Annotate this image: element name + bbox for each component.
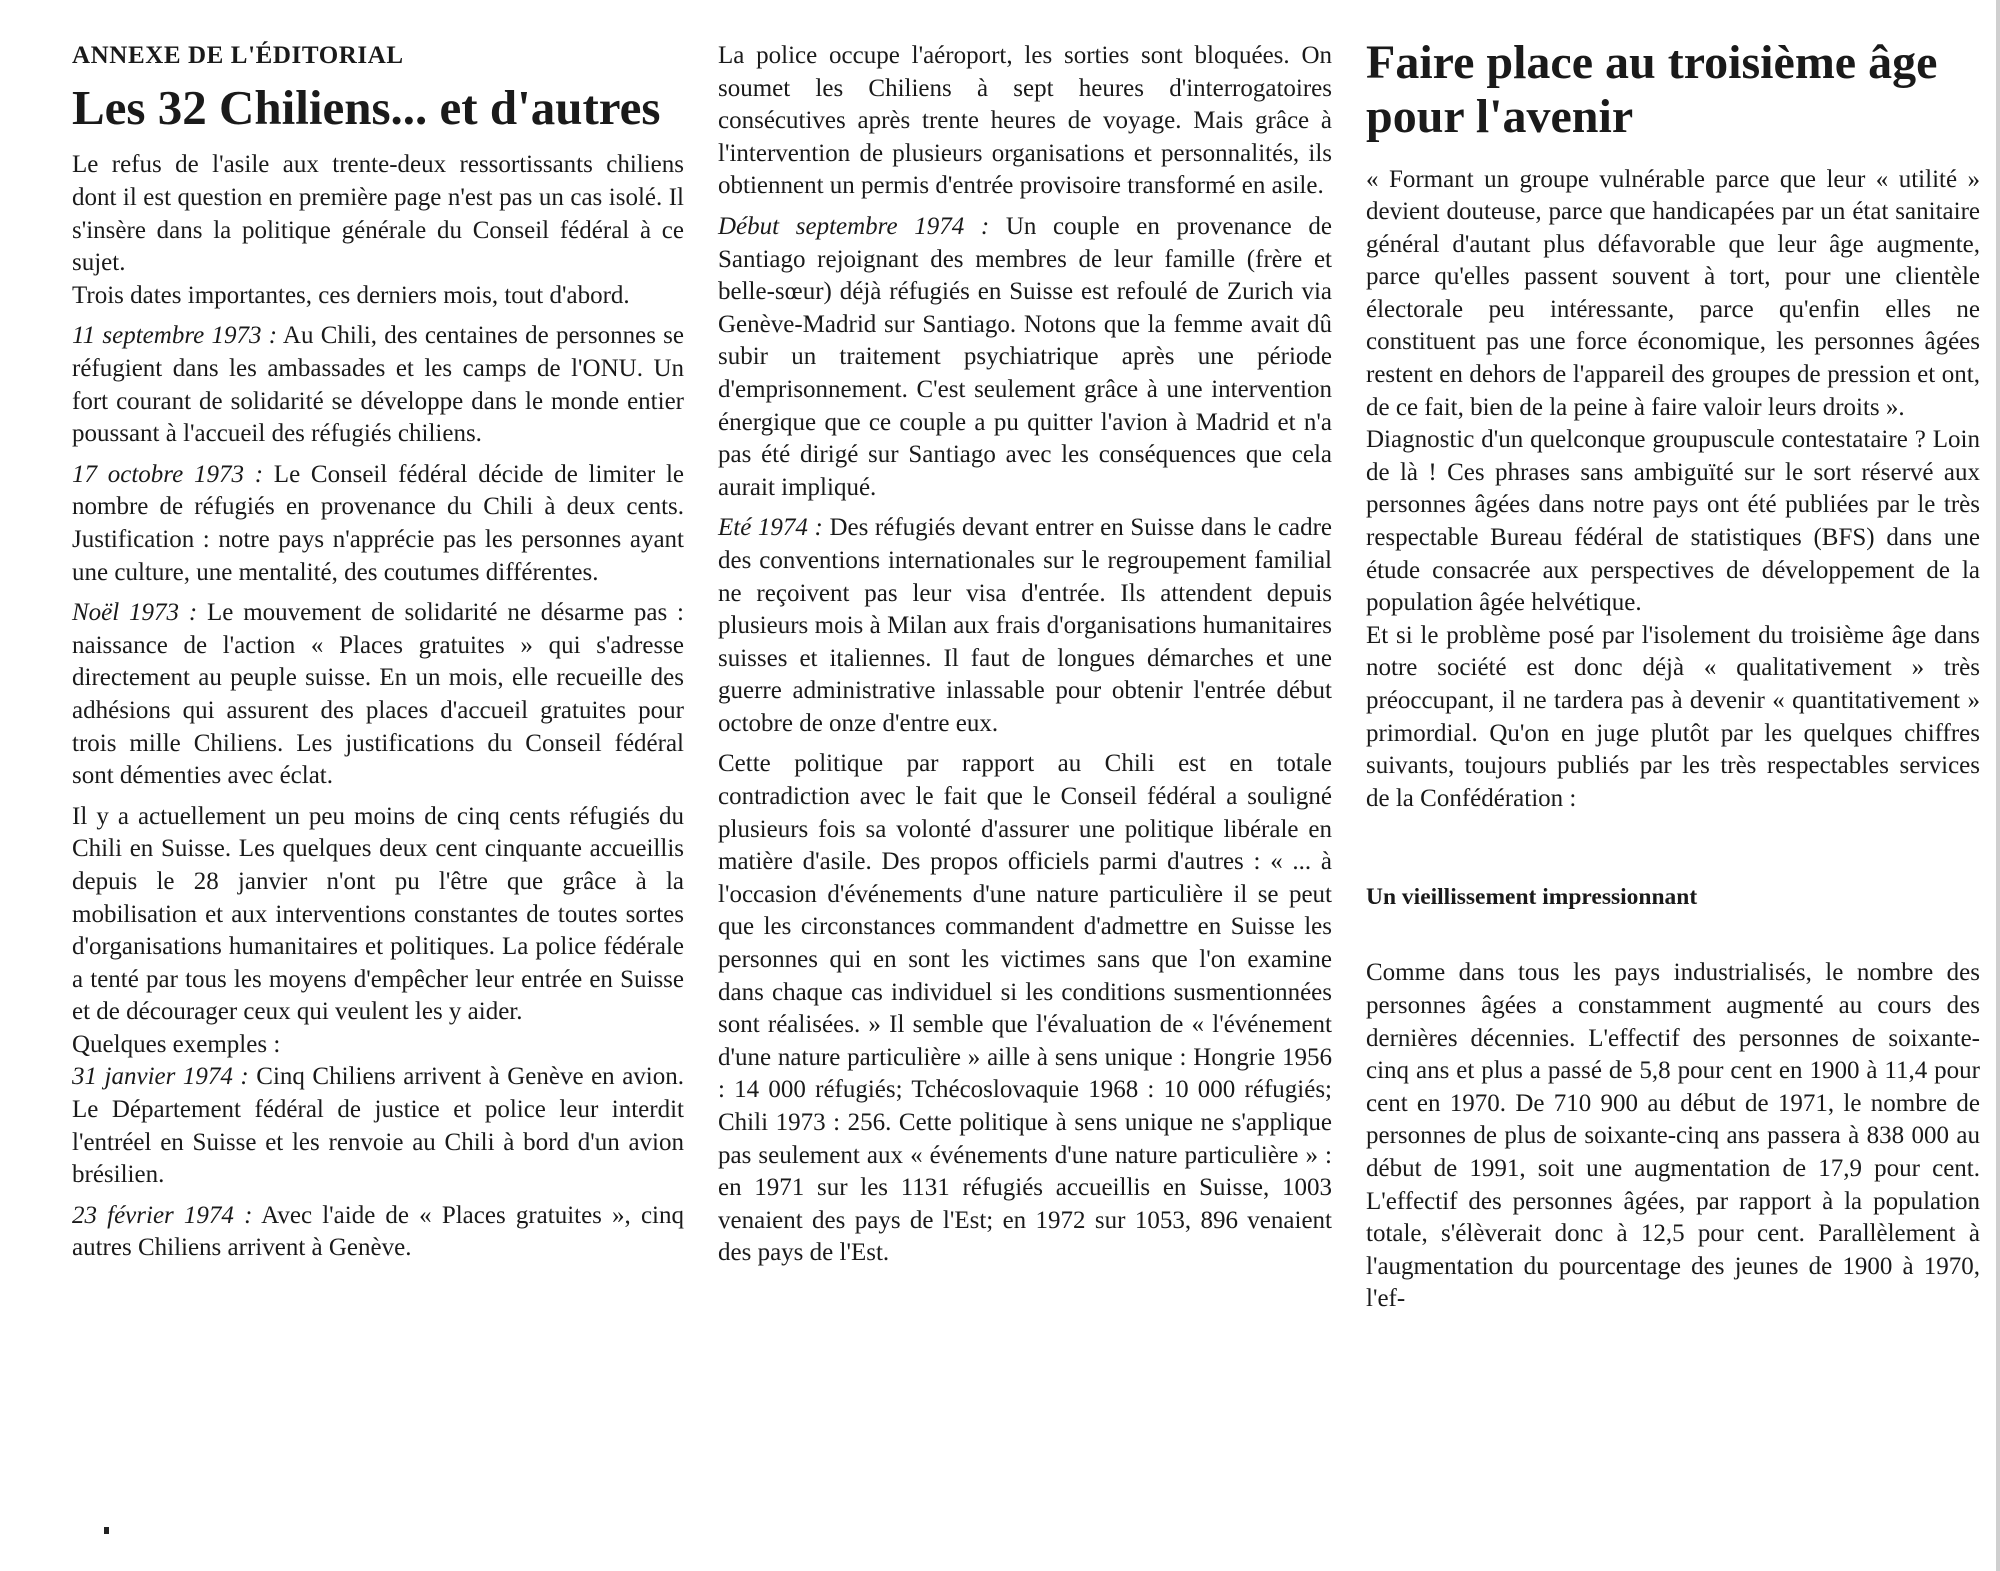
paragraph: Quelques exemples : bbox=[72, 1030, 281, 1058]
paragraph-text: Un couple en provenance de Santiago rejoignant des membres de leur famille (frère et belle-sœur) déjà réfugiés en Suisse est refoulé de Zurich via Genève-Madrid sur Santiago. Notons que la femme avait dû subir un traitement psychiatrique après une période d'emprisonnement. C'est seulement grâce à une intervention énergique que ce couple a pu quitter l'avion à Madrid et n'a pas été dirigé sur Santiago avec les conséquences que cela aurait impliqué. bbox=[718, 212, 1332, 501]
paragraph: Le refus de l'asile aux trente-deux ressortissants chiliens dont il est question en première page n'est pas un cas isolé. Il s'insère dans la politique générale du Conseil fédéral à ce sujet. bbox=[72, 151, 684, 277]
paragraph: Et si le problème posé par l'isolement du troisième âge dans notre société est donc déjà « qualitativement » très préoccupant, il ne tardera pas à devenir « quantitativement » primordial. Qu'on en juge plutôt par les quelques chiffres suivants, toujours publiés par les très respectables services de la Confédération : bbox=[1366, 621, 1980, 812]
paragraph-text: Cinq Chiliens arrivent à Genève en avion. Le Département fédéral de justice et police leur interdit l'entréel en Suisse et les renvoie au Chili à bord d'un avion brésilien. bbox=[72, 1063, 684, 1189]
paragraph-text: Le Conseil fédéral décide de limiter le nombre de réfugiés en provenance du Chili à deux cents. Justification : notre pays n'apprécie pas les personnes ayant une culture, une mentalité, des coutumes différentes. bbox=[72, 460, 685, 586]
dated-paragraph bbox=[72, 1200, 684, 1265]
scan-speck bbox=[104, 1527, 109, 1534]
paragraph-text: Avec l'aide de « Places gratuites », cinq autres Chiliens arrivent à Genève. bbox=[72, 1201, 684, 1262]
paragraph: La police occupe l'aéroport, les sorties sont bloquées. On soumet les Chiliens à sept heures d'interrogatoires consécutives après trente heures de voyage. Mais grâce à l'intervention de plusieurs organisations et personnalités, ils obtiennent un permis d'entrée provisoire transformé en asile. bbox=[718, 42, 1332, 200]
dated-paragraph bbox=[72, 459, 684, 589]
paragraph: Il y a actuellement un peu moins de cinq cents réfugiés du Chili en Suisse. Les quelques deux cent cinquante accueillis depuis le 28 janvier n'ont pu l'être que grâce à la mobilisation et aux interventions constantes de toutes sortes d'organisations humanitaires et politiques. La police fédérale a tenté par tous les moyens d'empêcher leur entrée en Suisse et de décourager ceux qui veulent les y aider. bbox=[72, 802, 684, 1026]
dated-paragraph bbox=[72, 597, 684, 793]
date-label: Début septembre 1974 : bbox=[718, 212, 990, 240]
dated-paragraph bbox=[72, 1061, 684, 1191]
paragraph-text: Le mouvement de solidarité ne désarme pas : naissance de l'action « Places gratuites » qui s'adresse directement au peuple suisse. En un mois, elle recueille des adhésions qui assurent des places d'accueil gratuites pour trois mille Chiliens. Les justifications du Conseil fédéral sont démenties avec éclat. bbox=[72, 599, 684, 790]
date-label: 31 janvier 1974 : bbox=[72, 1063, 249, 1091]
date-label: 23 février 1974 : bbox=[72, 1201, 253, 1229]
paragraph: Diagnostic d'un quelconque groupuscule contestataire ? Loin de là ! Ces phrases sans ambiguïté sur le sort réservé aux personnes âgées dans notre pays ont été publiées par le très respectable Bureau fédéral de statistiques (BFS) dans une étude consacrée aux perspectives de développement de la population âgée helvétique. bbox=[1366, 426, 1980, 617]
paragraph-text: Au Chili, des centaines de personnes se réfugient dans les ambassades et les camps de l'ONU. Un fort courant de solidarité se développe dans le monde entier poussant à l'accueil des réfugiés chiliens. bbox=[72, 322, 684, 448]
paragraph-text: Des réfugiés devant entrer en Suisse dans le cadre des conventions internationales sur le regroupement familial ne reçoivent pas leur visa d'entrée. Ils attendent depuis plusieurs mois à Milan aux frais d'organisations humanitaires suisses et italiennes. Il faut de longues démarches et une guerre administrative inlassable pour obtenir l'entrée début octobre de onze d'entre eux. bbox=[718, 514, 1333, 737]
section-kicker: ANNEXE DE L'ÉDITORIAL bbox=[72, 42, 404, 69]
article-title: Faire place au troisième âge pour l'avenir bbox=[1366, 36, 1938, 143]
date-label: Eté 1974 : bbox=[718, 514, 823, 542]
dated-paragraph bbox=[718, 512, 1332, 740]
dated-paragraph bbox=[72, 320, 684, 450]
column-right bbox=[1366, 36, 1980, 1324]
article-title: Les 32 Chiliens... et d'autres bbox=[72, 80, 661, 135]
date-label: 17 octobre 1973 : bbox=[72, 460, 264, 488]
date-label: Noël 1973 : bbox=[72, 599, 198, 627]
paragraph: Comme dans tous les pays industrialisés, le nombre des personnes âgées a constamment augmenté au cours des dernières décennies. L'effectif des personnes de soixante-cinq ans et plus a passé de 5,8 pour cent en 1900 à 11,4 pour cent en 1970. De 710 900 au début de 1971, le nombre de personnes de plus de soixante-cinq ans passera à 838 000 au début de 1991, soit une augmentation de 17,9 pour cent. L'effectif des personnes âgées, par rapport à la population totale, s'élèverait donc à 12,5 pour cent. Parallèlement à l'augmentation du pourcentage des jeunes de 1900 à 1970, l'ef- bbox=[1366, 959, 1980, 1313]
paragraph: « Formant un groupe vulnérable parce que leur « utilité » devient douteuse, parce que handicapées par un état sanitaire général d'autant plus défavorable que leur âge augmente, parce qu'elles passent souvent à tort, pour une clientèle électorale peu intéressante, parce qu'enfin elles ne constituent pas une force économique, les personnes âgées restent en dehors de l'appareil des groupes de pression et ont, de ce fait, bien de la peine à faire valoir leurs droits ». bbox=[1366, 165, 1980, 421]
paragraph: Trois dates importantes, ces derniers mois, tout d'abord. bbox=[72, 281, 630, 309]
paragraph: Cette politique par rapport au Chili est en totale contradiction avec le fait que le Conseil fédéral a souligné plusieurs fois sa volonté d'assurer une politique libérale en matière d'asile. Des propos officiels parmi d'autres : « ... à l'occasion d'événements d'une nature particulière il se peut que les circonstances commandent d'admettre en Suisse les personnes qui en sont les victimes sans que l'on examine dans chaque cas individuel si les conditions susmentionnées sont réalisées. » Il semble que l'évaluation de « l'événement d'une nature particulière » aille à sens unique : Hongrie 1956 : 14 000 réfugiés; Tchécoslovaquie 1968 : 10 000 réfugiés; Chili 1973 : 256. Cette politique à sens unique ne s'applique pas seulement aux « événements d'une nature particulière » : en 1971 sur les 1131 réfugiés accueillis en Suisse, 1003 venaient des pays de l'Est; en 1972 sur 1053, 896 venaient des pays de l'Est. bbox=[718, 750, 1332, 1267]
section-subhead: Un vieillissement impressionnant bbox=[1366, 884, 1698, 911]
dated-paragraph bbox=[718, 211, 1332, 504]
column-left bbox=[72, 40, 684, 1273]
date-label: 11 septembre 1973 : bbox=[72, 322, 278, 350]
column-middle bbox=[718, 40, 1332, 1278]
page-edge bbox=[1996, 0, 2000, 1571]
